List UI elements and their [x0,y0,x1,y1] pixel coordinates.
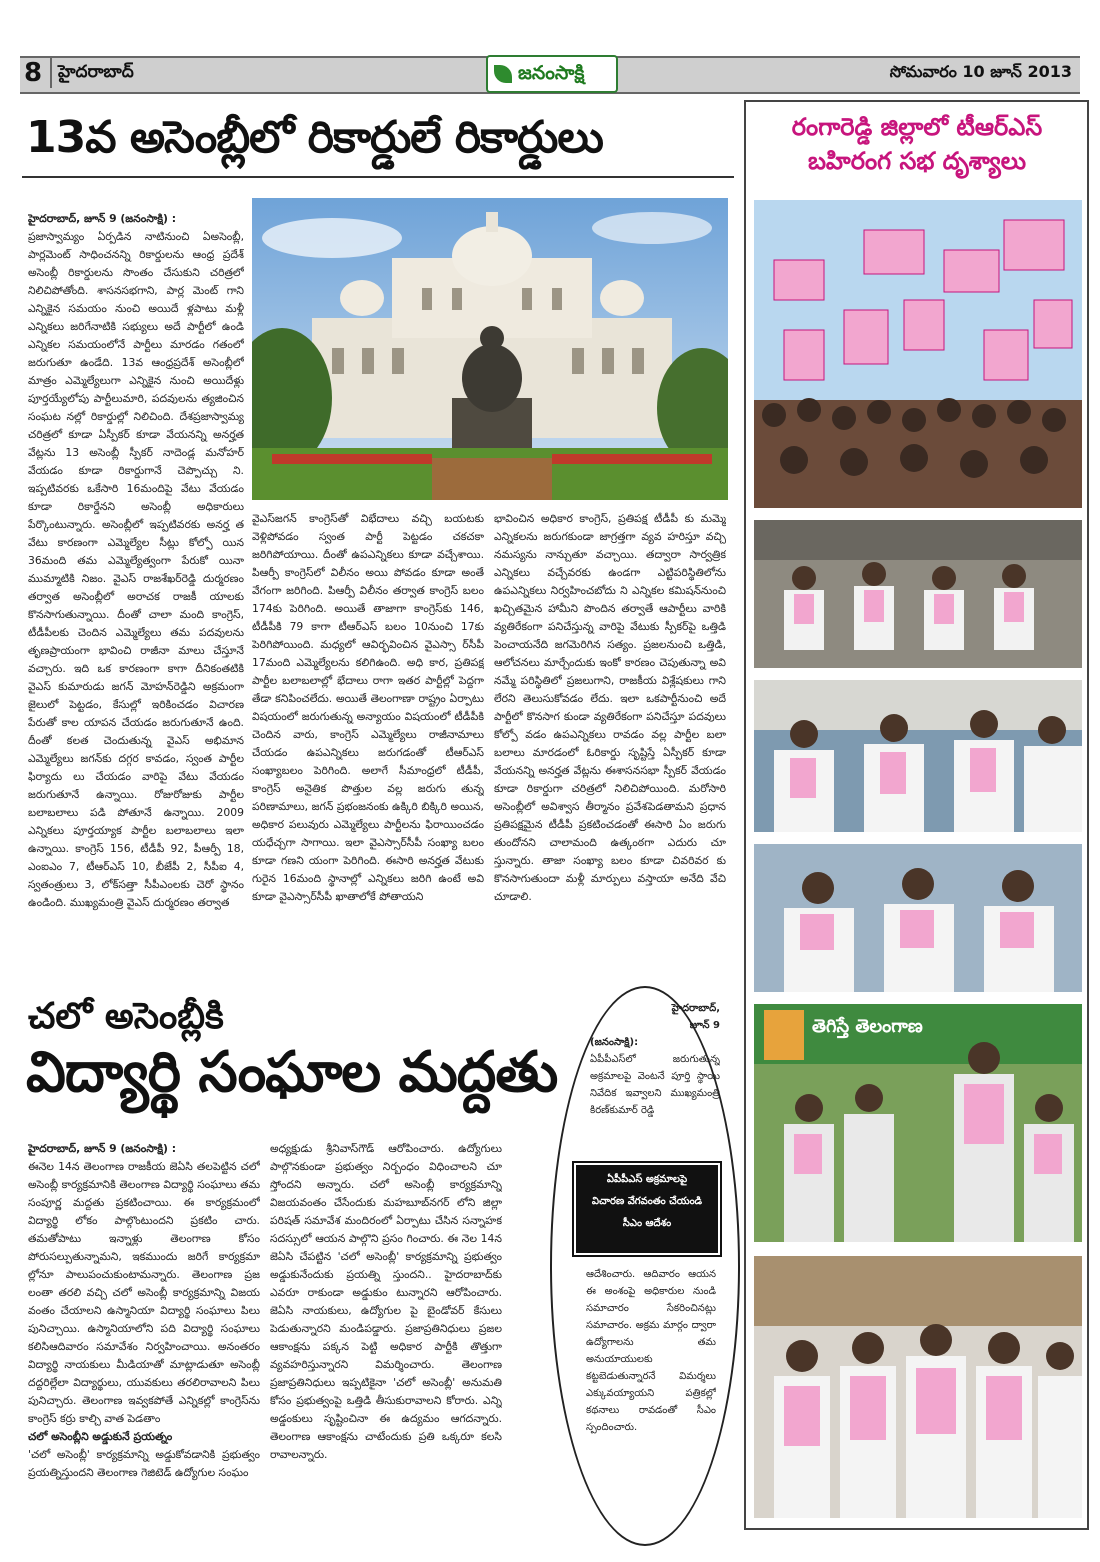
oval-dateline-2: జూన్ 9 [689,1020,720,1031]
story1-text-3: భావించిన అధికార కాంగ్రెస్, ప్రతిపక్ష టీడీపీ కు మమ్మె ఎన్నికలను జరుగకుండా జాగ్రత్తగా వ్యవ హరిస్తూ వచ్చి నమస్యను నాన్చుతూ వచ్చాయి. తద్వారా సార్వత్రిక ఎన్నికలు వచ్చేవరకు ఉండగా ఎట్టిపరిస్థితిలోను ఉపఎన్నికలు నిర్వహించబోదు ని ఎన్నికల కమిషన్‌నుంచి ఖచ్చితమైన హామీని పొందిన తర్వాతే ఆపార్టీలు వారికి వ్యతిరేకంగా పనిచేస్తున్న వారిపై వేటుకు స్పీకర్‌పై ఒత్తిడి పెంచాయనేది జగమెరిగిన సత్యం. ప్రజలనుంచి ఒత్తిడి, ఆలోచనలు మార్చేందుకు ఇంకో కారణం చెపుతున్నా అవి నమ్మే పరిస్థితిలో ప్రజలుగాని, రాజకీయ విశ్లేషకులు గాని లేరని తెలుసుకోవడం లేదు. ఇలా ఒకపార్టీనుంచి అదే పార్టీలో కొనసాగ కుండా వ్యతిరేకంగా పనిచేస్తూ పదవులు కోల్పో వడం ఉపఎన్నికలు రావడం వల్ల పార్టీల బలా బలాలు మారడంలో ఓరికార్డు సృష్టిస్తే ఏస్పీకర్ కూడా వేయనన్ని అనర్హత వేట్లను ఈశాసనసభా స్పీకర్ వేయడం కూడా రికార్డుగా చరిత్రలో నిలిచిపోయింది. మరోసారి అసెంబ్లీలో అవిశ్వాస తీర్మానం ప్రవేశపెడతామని ప్రధాన ప్రతిపక్షమైన టీడీపీ ప్రకటించడంతో ఈసారి ఏం జరుగు తుందోనని చాలామంది ఉత్కంఠగా ఎదురు చూ స్తున్నారు. తాజా సంఖ్యా బలం కూడా చివరివర కు కొనసాగుతుందా మళ్లీ మార్పులు వస్తాయా అనేది వేచి చూడాలి. [494,512,726,903]
story1-dateline: హైదరాబాద్, జూన్ 9 (జనంసాక్షి) : [28,212,177,225]
oval-text-bottom: ఆదేశించారు. ఆదివారం ఆయన ఈ అంశంపై అధికారుల నుండి సమాచారం సేకరించినట్లు సమాచారం. అక్రమ మార్గం ద్వారా ఉద్యోగాలను తమ అనుయాయులకు కట్టబెడుతున్నారనే విమర్శలు ఎక్కువయ్యాయని పత్రికల్లో కథనాలు రావడంతో సీఎం స్పందించారు. [586,1269,716,1433]
story1-text-1: ప్రజాస్వామ్యం ఏర్పడిన నాటినుంచి ఏఅసెంబ్లీ, పార్లమెంట్ సాధించనన్ని రికార్డులను ఆంధ్ర ప్రదేశ్ అసెంబ్లీ రికార్డులను సొంతం చేసుకుని చరిత్రలో నిలిచిపోతోంది. శాసనసభగాని, పార్ల మెంట్ గాని ఎన్నికైన సమయం నుంచి అయిదే ళ్లపాటు మళ్లీ ఎన్నికలు జరిగేనాటికి సభ్యులు అదే పార్టీలో ఉండి ఎన్నికల సమయంలోనే పార్టీలు మారడం గతంలో జరుగుతూ ఉండేది. 13వ ఆంధ్రప్రదేశ్ అసెంబ్లీలో మాత్రం ఎమ్మెల్యేలుగా ఎన్నికైన నుంచి అయిదేళ్లు పూర్తయ్యేలోపు పార్టీలుమారి, పదవులను త్యజించిన సంఘట నల్లో రికార్డుల్లో నిలిచింది. దేశప్రజాస్వామ్య చరిత్రలో కూడా ఏస్పీకర్ కూడా వేయనన్ని అనర్హత వేట్లను 13 అసెంబ్లీ స్పీకర్ నాదెండ్ల మనోహర్ వేయడం కూడా రికార్డుగానే చెప్పొచ్చు ని. ఇప్పటివరకు ఒకేసారి 16మందిపై వేటు వేయడం కూడా రికార్డేనని అసెంబ్లీ అధికారులు పేర్కొంటున్నారు. అసెంబ్లీలో ఇప్పటివరకు అనర్హ త వేటు కారణంగా ఎమ్మెల్యేల సీట్లు కోల్పో యిన 36మంది తమ ఎమ్మెల్యేత్వంగా పేరుకో యినా ముమ్మాటికి నిజం. వైఎస్ రాజశేఖర్‌రెడ్డి దుర్మరణం తర్వాత అసెంబ్లీలో అరాచక రాజకీ యాలకు కొనసాగుతున్నాయి. దీంతో చాలా మంది కాంగ్రెస్, టీడీపీలకు చెందిన ఎమ్మెల్యేలు తమ పదవులను తృణప్రాయంగా భావించి రాజీనా మాలు చేస్తూనే వచ్చారు. ఇది ఒక కారణంగా కాగా దీనికంతటికి వైఎస్ కుమారుడు జగన్ మోహన్‌రెడ్డిని అక్రమంగా జైలులో పెట్టడం, కేసుల్లో ఇరికించడం విచారణ పేరుతో కాల యాపన చేయడం జరుగుతూనే ఉంది. దీంతో కలత చెందుతున్న వైఎస్ అభిమాన ఎమ్మెల్యేలు జగన్‌కు దగ్గర కావడం, స్వంత పార్టీల ఫిర్యాదు లు చేయడం వారిపై వేటు వేయడం జరుగుతూనే ఉన్నాయి. రోజురోజుకు పార్టీల బలాబలాలు పడి పోతూనే ఉన్నాయి. 2009 ఎన్నికలు పూర్తయ్యాక పార్టీల బలాబలాలు ఇలా ఉన్నాయి. కాంగ్రెస్ 156, టీడీపీ 92, పీఆర్పీ 18, ఎంఐఎం 7, టీఆర్ఎస్ 10, బీజేపీ 2, సీపీఐ 4, స్వతంత్రులు 3, లోక్‌సత్తా సీపీఎంలకు చెరో స్థానం ఉండింది. ముఖ్యమంత్రి వైఎస్ దుర్మరణం తర్వాత [28,230,244,909]
oval-box-line-1: ఏపీపీఎస్ అక్రమాలపై [606,1174,688,1185]
oval-dateline-1: హైదరాబాద్, [671,1003,720,1014]
rally-crowd-photo [754,200,1082,508]
headline-rule [22,176,734,178]
newspaper-logo [486,55,618,93]
stage-banner-text: తెగిస్తే తెలంగాణ [812,1016,923,1037]
stage-leaders-photo [754,680,1082,832]
leaders-on-stage-photo [754,1256,1082,1518]
story2-text-1: ఈనెల 14న తెలంగాణ రాజకీయ జెఏసి తలపెట్టిన చలో అసెంబ్లీ కార్యక్రమానికి తెలంగాణ విద్యార్థి సంఘాలు తమ సంపూర్ణ మద్దతు ప్రకటించాయి. ఈ కార్యక్రమంలో విద్యార్థి లోకం పాల్గొంటుందని ప్రకటిం చారు. తమతోపాటు ఇన్నాళ్లు తెలంగాణ కోసం పోరుసల్పుతున్నామని, ఇకముందు జరిగే కార్యక్రమా ల్లోనూ పాలుపంచుకుంటామన్నారు. తెలంగాణ ప్రజ లంతా తరలి వచ్చి చలో అసెంబ్లీ కార్యక్రమాన్ని విజయ వంతం చేయాలని ఉస్మానియా విద్యార్థి సంఘాలు పిలు పునిచ్చాయి. ఉస్మానియాలోని పది విద్యార్థి సంఘాలు కలిసిఆదివారం సమావేశం నిర్వహించాయి. అనంతరం విద్యార్థి నాయకులు మీడియాతో మాట్లాడుతూ అసెంబ్లీ దద్దరిల్లేలా విద్యార్థులు, యువకులు తరలిరావాలని పిలు పునిచ్చారు. తెలంగాణ ఇవ్వకపోతే ఎన్నికల్లో కాంగ్రెస్‌ను కాంగ్రెస్ కర్రు కాల్చి వాత పెడతాం [28,1160,260,1425]
story2-dateline: హైదరాబాద్, జూన్ 9 (జనంసాక్షి) : [28,1142,177,1155]
story2-column-2 [270,1140,502,1552]
sidebar-title: రంగారెడ్డి జిల్లాలో టీఆర్ఎస్ బహిరంగ సభ దృశ్యాలు [791,113,1043,175]
assembly-building-photo [252,198,728,500]
leaders-seated-photo [754,520,1082,668]
story2-kicker: చలో అసెంబ్లీకి [28,996,224,1037]
edition-city: హైదరాబాద్ [58,62,134,82]
leaf-icon [494,65,512,83]
stage-speech-photo [754,1004,1082,1242]
story2-text-2: అధ్యక్షుడు శ్రీనివాస్‌గౌడ్ ఆరోపించారు. ఉద్యోగులు పాల్గొనకుండా ప్రభుత్వం నిర్బంధం విధించాలని చూ స్తోందని అన్నారు. చలో అసెంబ్లీ కార్యక్రమాన్ని విజయవంతం చేసేందుకు మహబూబ్‌నగర్ లోని జిల్లా పరిషత్ సమావేశ మందిరంలో ఏర్పాటు చేసిన సన్నాహక సదస్సులో ఆయన పాల్గొని ప్రసం గించారు. ఈ నెల 14న జెఏసి చేపట్టిన 'చలో అసెంబ్లీ' కార్యక్రమాన్ని ప్రభుత్వం అడ్డుకునేందుకు ప్రయత్ని స్తుందని.. హైదరాబాద్‌కు ఎవరూ రాకుండా అడ్డుకుం టున్నారని ఆరోపించారు. జెఏసి నాయకులు, ఉద్యోగుల పై బైండోవర్ కేసులు పెడుతున్నారని మండిపడ్డారు. ప్రజాప్రతినిధులు ప్రజల ఆకాంక్షను పక్కన పెట్టి అధికార పార్టీకి తొత్తుగా వ్యవహరిస్తున్నారని విమర్శించారు. తెలంగాణ ప్రజాప్రతినిధులు ఇప్పటికైనా 'చలో అసెంబ్లీ' అనుమతి కోసం ప్రభుత్వంపై ఒత్తిడి తీసుకురావాలని కోరారు. ఎన్ని అడ్డంకులు సృష్టించినా ఈ ఉద్యమం ఆగదన్నారు. తెలంగాణ ఆకాంక్షను చాటేందుకు ప్రతి ఒక్కరూ కలసి రావాలన్నారు. [270,1142,502,1461]
oval-dateline-3: (జనంసాక్షి): [590,1037,639,1048]
story2-headline: విద్యార్థి సంఘాల మద్దతు [26,1040,558,1105]
issue-date: సోమవారం 10 జూన్ 2013 [889,62,1072,81]
leaders-handshake-photo [754,844,1082,992]
page-number: 8 [24,58,43,88]
story1-headline: 13వ అసెంబ్లీలో రికార్డులే రికార్డులు [26,112,603,163]
oval-bottom-text [586,1266,716,1514]
story2-text-1-end: 'చలో అసెంబ్లీ' కార్యక్రమాన్ని అడ్డుకోవడానికి ప్రభుత్వం ప్రయత్నిస్తుందని తెలంగాణ గెజిటెడ్ ఉద్యోగుల సంఘం [28,1448,260,1479]
story1-text-2: వైఎస్‌జగన్ కాంగ్రెస్‌తో విభేదాలు వచ్చి బయటకు వెళ్లిపోవడం స్వంత పార్టీ పెట్టడం చకచకా జరిగిపోయాయి. దీంతో ఉపఎన్నికలు కూడా వచ్చేశాయి. పిఆర్పీ కాంగ్రెస్‌లో విలీనం అయి పోవడం కూడా అంతే వేగంగా జరిగింది. పిఆర్పీ విలీనం తర్వాత కాంగ్రెస్ బలం 174కు పెరిగింది. అయితే తాజాగా కాంగ్రెస్‌కు 146, టీడీపీకి 79 కాగా టీఆర్ఎస్ బలం 10నుంచి 17కు పెరిగిపోయింది. మధ్యలో ఆవిర్భవించిన వైఎస్సా ర్‌సీపీ 17మంది ఎమ్మెల్యేలను కలిగిఉంది. అధి కార, ప్రతిపక్ష పార్టీల బలాబలాల్లో భేదాలు రాగా ఇతర పార్టీల్లో పెద్దగా తేడా కనిపించలేదు. అయితే తెలంగాణా రాష్ట్రం ఏర్పాటు విషయంలో జరుగుతున్న అన్యాయం విషయంలో టీడీపీకి చెందిన వారు, కాంగ్రెస్ ఎమ్మెల్యేలు రాజీనామాలు చేయడం ఉపఎన్నికలు జరుగడంతో టీఆర్ఎస్ సంఖ్యాబలం పెరిగింది. అలాగే సీమాంధ్రలో టీడీపీ, కాంగ్రెస్ అనైతిక పొత్తుల వల్ల జరుగు తున్న పరిణామాలు, జగన్ ప్రభంజనంకు ఉక్కిరి బిక్కిరి అయిన, అధికార పలువురు ఎమ్మెల్యేలు పార్టీలను ఫిరాయించడం యధేచ్చగా సాగాయి. ఇలా వైఎస్సార్‌సీపీ సంఖ్యా బలం కూడా గణని యంగా పెరిగింది. ఈసారి అనర్హత వేటుకు గురైన 16మంది స్థానాల్లో ఎన్నికలు జరిగి ఉంటే అవి కూడా వైఎస్సార్‌సీపీ ఖాతాలోకే పోతాయని [252,512,484,903]
story2-subhead: చలో అసెంబ్లీని అడ్డుకునే ప్రయత్నం [28,1430,173,1443]
story1-column-2 [252,510,484,982]
logo-text: జనంసాక్షి [518,62,585,84]
oval-box-line-3: సీఎం ఆదేశం [622,1218,672,1229]
oval-top-text [590,1000,720,1160]
story1-column-1 [28,210,244,982]
story2-column-1 [28,1140,260,1552]
oval-text-top: ఏపీపీఎస్‌లో జరుగుతున్న అక్రమాలపై వెంటనే పూర్తి స్థాయి నివేదిక ఇవ్వాలని ముఖ్యమంత్రి కిరణ్‌కుమార్ రెడ్డి [590,1054,720,1116]
divider [50,58,52,88]
oval-box-line-2: విచారణ వేగవంతం చేయండి [591,1196,703,1207]
story1-column-3 [494,510,726,982]
oval-headline-box [574,1163,720,1255]
